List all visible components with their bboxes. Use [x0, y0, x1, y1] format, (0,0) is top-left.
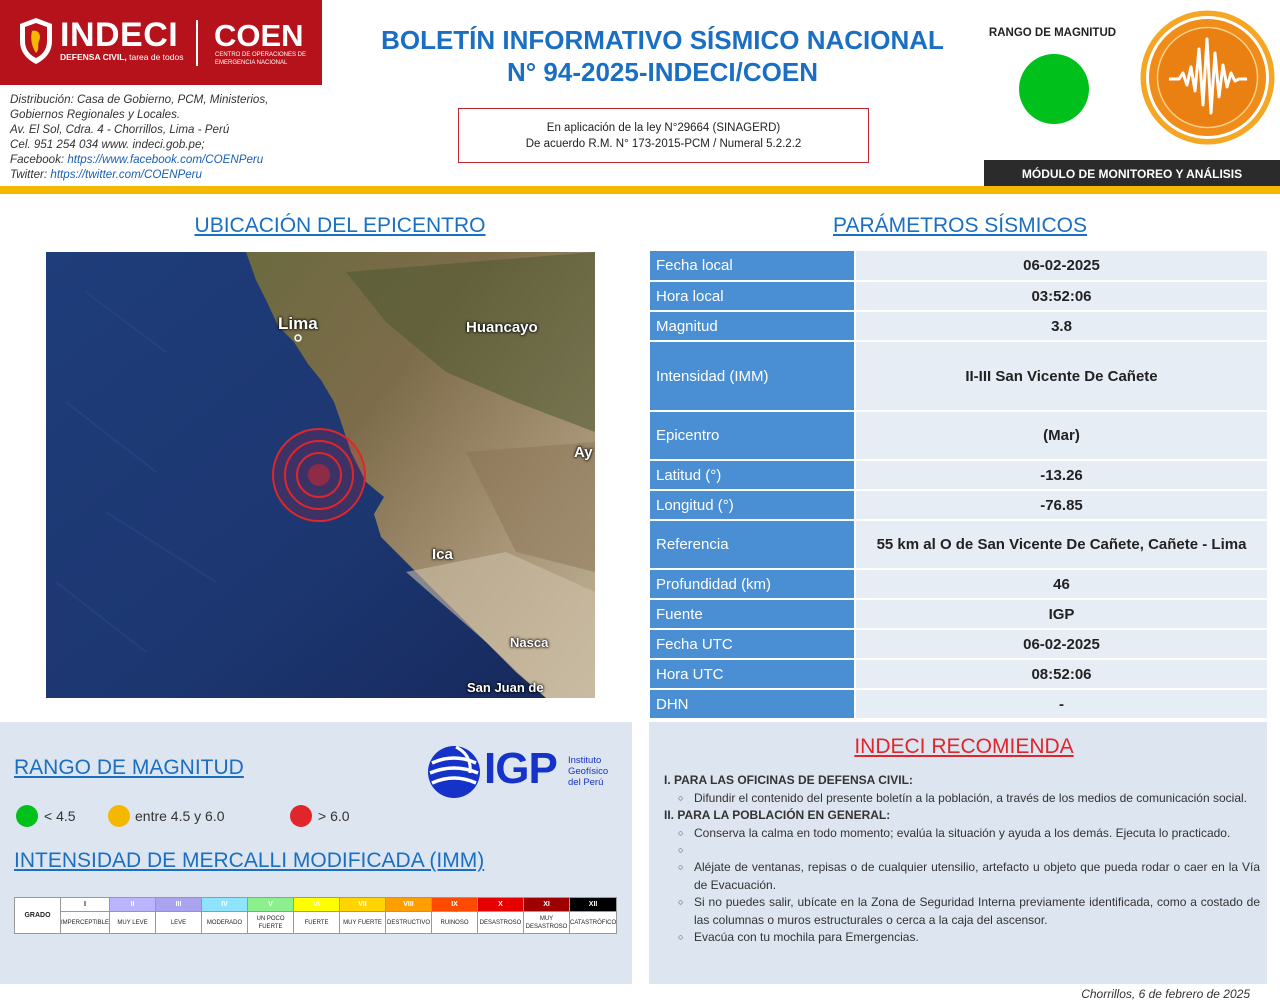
param-value: IGP	[855, 599, 1267, 629]
legend-dot-yellow	[108, 805, 130, 827]
indeci-wordmark: INDECI	[60, 16, 179, 54]
list-item: ○ Si no puedes salir, ubícate en la Zona de Seguridad Interna previamente identificada, como a costado de las columnas o muros estructurales o cerca a la caja del ascensor.	[694, 894, 1260, 929]
param-label: Fuente	[650, 599, 855, 629]
law-reference-box	[458, 108, 869, 163]
contact-info	[10, 92, 310, 182]
param-label: Hora UTC	[650, 659, 855, 689]
table-row	[650, 311, 1267, 341]
mercalli-grade-x: X	[478, 898, 524, 912]
param-label: Fecha UTC	[650, 629, 855, 659]
list-item: ○ Difundir el contenido del presente boletín a la población, a través de los medios de comunicación social.	[694, 790, 1260, 808]
param-label: Intensidad (IMM)	[650, 341, 855, 411]
map-label-ica: Ica	[432, 546, 453, 563]
recommend-list-offices	[694, 790, 1260, 808]
twitter-link[interactable]: https://twitter.com/COENPeru	[50, 168, 202, 181]
map-label-lima: Lima	[278, 314, 318, 333]
mercalli-desc-iv: MODERADO	[202, 912, 248, 934]
mercalli-grade-viii: VIII	[386, 898, 432, 912]
legend-label-low: < 4.5	[44, 808, 76, 824]
grado-label: GRADO	[15, 898, 61, 934]
param-value: -76.85	[855, 490, 1267, 520]
header-divider-bar	[0, 186, 1280, 194]
bulletin-title: BOLETÍN INFORMATIVO SÍSMICO NACIONAL	[381, 25, 944, 55]
mercalli-desc-iii: LEVE	[156, 912, 202, 934]
table-row	[650, 460, 1267, 490]
mercalli-desc-ix: RUINOSO	[432, 912, 478, 934]
mercalli-grade-row	[15, 898, 617, 912]
mercalli-grade-xi: XI	[524, 898, 570, 912]
param-label: Referencia	[650, 520, 855, 569]
law-line-2: De acuerdo R.M. N° 173-2015-PCM / Numeral 5.2.2.2	[525, 138, 802, 150]
param-value: 46	[855, 569, 1267, 599]
param-label: Epicentro	[650, 411, 855, 460]
epicenter-location-title: UBICACIÓN DEL EPICENTRO	[194, 214, 486, 237]
param-value: -	[855, 689, 1267, 719]
param-value: 55 km al O de San Vicente De Cañete, Cañete - Lima	[855, 520, 1267, 569]
recommend-heading-population: II. PARA LA POBLACIÓN EN GENERAL:	[664, 808, 891, 822]
param-label: Latitud (°)	[650, 460, 855, 490]
table-row	[650, 629, 1267, 659]
legend-label-mid: entre 4.5 y 6.0	[135, 808, 225, 824]
list-item: ○ Aléjate de ventanas, repisas o de cualquier utensilio, artefacto u objeto que pueda rodar o caer en la Vía de Evacuación.	[694, 859, 1260, 894]
mercalli-scale-table	[14, 897, 617, 934]
param-label: Hora local	[650, 281, 855, 311]
param-value: II-III San Vicente De Cañete	[855, 341, 1267, 411]
recommendations-body	[660, 772, 1260, 947]
seismograph-icon	[1139, 9, 1276, 146]
mercalli-desc-vii: MUY FUERTE	[340, 912, 386, 934]
mercalli-grade-vi: VI	[294, 898, 340, 912]
contact-facebook: Facebook: https://www.facebook.com/COENPeru	[10, 153, 264, 166]
recommend-list-population	[694, 825, 1260, 947]
recommendations-title: INDECI RECOMIENDA	[854, 735, 1074, 758]
list-spacer	[694, 842, 1260, 859]
mercalli-grade-xii: XII	[570, 898, 617, 912]
mercalli-scale-title: INTENSIDAD DE MERCALLI MODIFICADA (IMM)	[14, 849, 485, 872]
mercalli-desc-v: UN POCO FUERTE	[248, 912, 294, 934]
legend-dot-red	[290, 805, 312, 827]
param-value: 08:52:06	[855, 659, 1267, 689]
param-label: Profundidad (km)	[650, 569, 855, 599]
param-value: 06-02-2025	[855, 629, 1267, 659]
mercalli-desc-xi: MUY DESASTROSO	[524, 912, 570, 934]
list-item: ○ Evacúa con tu mochila para Emergencias.	[694, 929, 1260, 947]
coen-tagline: CENTRO DE OPERACIONES DE EMERGENCIA NACIONAL	[215, 52, 307, 66]
table-row	[650, 341, 1267, 411]
mercalli-desc-x: DESASTROSO	[478, 912, 524, 934]
magnitude-range-title: RANGO DE MAGNITUD	[14, 756, 244, 779]
table-row	[650, 659, 1267, 689]
igp-logo	[426, 743, 626, 801]
param-label: DHN	[650, 689, 855, 719]
table-row	[650, 569, 1267, 599]
legend-dot-green	[16, 805, 38, 827]
igp-globe-icon	[426, 743, 486, 801]
coen-wordmark: COEN	[214, 18, 304, 53]
param-label: Fecha local	[650, 251, 855, 281]
mercalli-grade-v: V	[248, 898, 294, 912]
magnitude-indicator-dot	[1019, 54, 1089, 124]
table-row	[650, 411, 1267, 460]
mercalli-desc-xii: CATASTRÓFICO	[570, 912, 617, 934]
igp-fullname: Instituto Geofísico del Perú	[568, 755, 609, 788]
mercalli-grade-iv: IV	[202, 898, 248, 912]
table-row	[650, 251, 1267, 281]
table-row	[650, 281, 1267, 311]
table-row	[650, 490, 1267, 520]
param-value: (Mar)	[855, 411, 1267, 460]
param-value: -13.26	[855, 460, 1267, 490]
mercalli-grade-ix: IX	[432, 898, 478, 912]
facebook-link[interactable]: https://www.facebook.com/COENPeru	[67, 153, 264, 166]
igp-wordmark: IGP	[484, 744, 557, 793]
contact-address: Av. El Sol, Cdra. 4 - Chorrillos, Lima - Perú	[10, 123, 230, 136]
bulletin-number: N° 94-2025-INDECI/COEN	[507, 57, 818, 87]
contact-distribution: Distribución: Casa de Gobierno, PCM, Ministerios,	[10, 93, 269, 106]
param-label: Magnitud	[650, 311, 855, 341]
legend-label-high: > 6.0	[318, 808, 350, 824]
mercalli-grade-vii: VII	[340, 898, 386, 912]
table-row	[650, 520, 1267, 569]
magnitude-range-heading: RANGO DE MAGNITUD	[988, 27, 1117, 39]
seismic-parameters-title: PARÁMETROS SÍSMICOS	[833, 214, 1087, 237]
map-label-nasca: Nasca	[510, 635, 549, 650]
contact-distribution-2: Gobiernos Regionales y Locales.	[10, 108, 181, 121]
table-row	[650, 599, 1267, 629]
mercalli-description-row	[15, 912, 617, 934]
param-value: 03:52:06	[855, 281, 1267, 311]
mercalli-desc-vi: FUERTE	[294, 912, 340, 934]
indeci-coen-logo-banner	[0, 0, 322, 85]
epicenter-marker[interactable]	[309, 465, 329, 485]
table-row	[650, 689, 1267, 719]
law-line-1: En aplicación de la ley N°29664 (SINAGERD)	[546, 122, 781, 134]
recommend-heading-offices: I. PARA LAS OFICINAS DE DEFENSA CIVIL:	[664, 773, 913, 787]
monitoring-module-banner: MÓDULO DE MONITOREO Y ANÁLISIS	[984, 160, 1280, 187]
epicenter-map[interactable]	[46, 252, 595, 698]
indeci-shield-icon	[18, 17, 54, 65]
param-value: 3.8	[855, 311, 1267, 341]
map-label-san-juan: San Juan de	[467, 680, 544, 695]
indeci-tagline: DEFENSA CIVIL, tarea de todos	[60, 52, 184, 62]
logo-divider	[196, 20, 198, 66]
map-label-huancayo: Huancayo	[466, 319, 538, 336]
map-label-ay: Ay	[574, 444, 593, 461]
mercalli-grade-i: I	[61, 898, 110, 912]
param-value: 06-02-2025	[855, 251, 1267, 281]
mercalli-desc-i: IMPERCEPTIBLE	[61, 912, 110, 934]
param-label: Longitud (°)	[650, 490, 855, 520]
seismic-parameters-table	[650, 251, 1267, 720]
mercalli-grade-ii: II	[110, 898, 156, 912]
mercalli-grade-iii: III	[156, 898, 202, 912]
mercalli-desc-ii: MUY LEVE	[110, 912, 156, 934]
contact-phone: Cel. 951 254 034 www. indeci.gob.pe;	[10, 138, 205, 151]
mercalli-desc-viii: DESTRUCTIVO	[386, 912, 432, 934]
issue-date: Chorrillos, 6 de febrero de 2025	[1081, 987, 1250, 1001]
contact-twitter: Twitter: https://twitter.com/COENPeru	[10, 168, 202, 181]
list-item: ○ Conserva la calma en todo momento; evalúa la situación y ayuda a los demás. Ejecuta lo practicado.	[694, 825, 1260, 843]
